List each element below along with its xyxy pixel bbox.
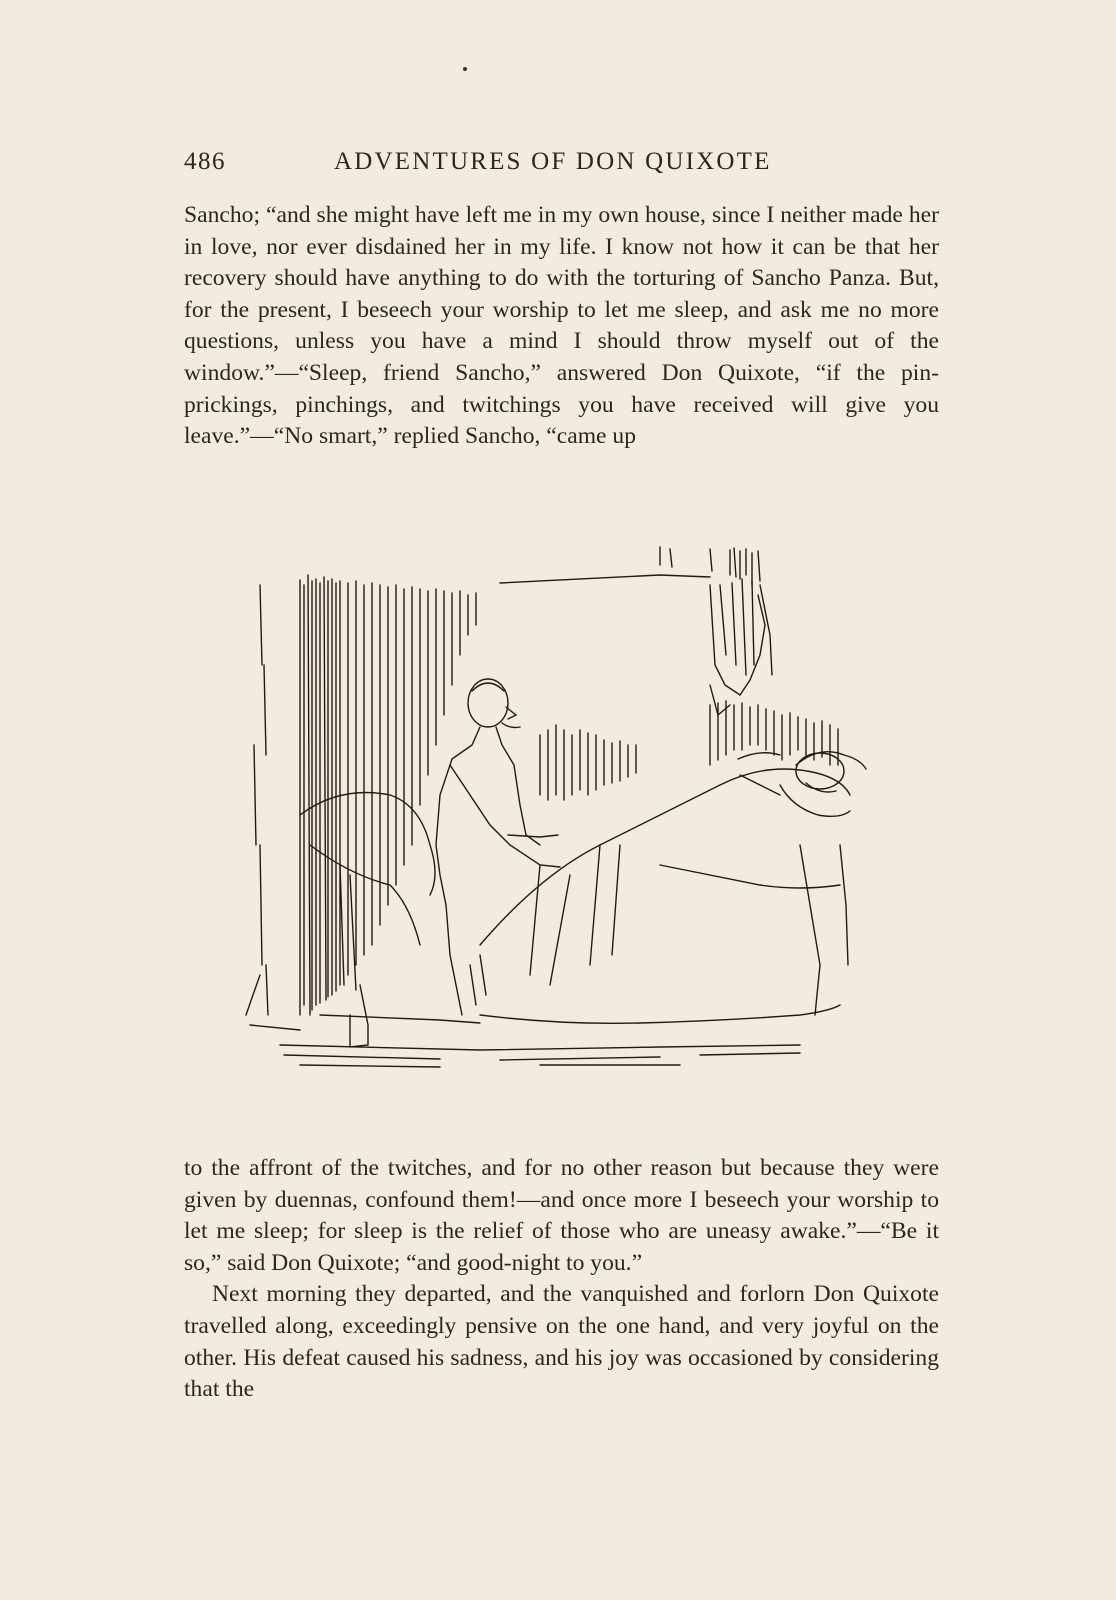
engraving-drawing	[240, 545, 880, 1095]
running-title: ADVENTURES OF DON QUIXOTE	[334, 148, 772, 175]
paragraph: to the affront of the twitches, and for no other reason but because they were given by duennas, confound them!—and once more I beseech your worship to let me sleep; for sleep is the relief of those who are uneasy awake.”—“Be it so,” said Don Quixote; “and good-night to you.”	[184, 1155, 939, 1276]
text-block-bottom	[184, 1153, 939, 1406]
paragraph: Sancho; “and she might have left me in my own house, since I neither made her in love, nor ever disdained her in my life. I know not how it can be that her recovery should have anything to do with the torturing of Sancho Panza. But, for the present, I beseech your worship to let me sleep, and ask me no more questions, unless you have a mind I should throw myself out of the window.”—“Sleep, friend Sancho,” answered Don Quixote, “if the pin-prickings, pinchings, and twitchings you have received will give you leave.”—“No smart,” replied Sancho, “came up	[184, 202, 939, 450]
ink-speck	[463, 67, 467, 71]
page-number: 486	[184, 148, 226, 175]
text-block-top	[184, 200, 939, 453]
illustration-bedroom-scene	[240, 545, 880, 1095]
running-head	[184, 148, 940, 184]
paragraph: Next morning they departed, and the vanquished and forlorn Don Quixote travelled along, exceedingly pensive on the one hand, and very joyful on the other. His defeat caused his sadness, and his joy was occasioned by considering that the	[184, 1281, 939, 1403]
